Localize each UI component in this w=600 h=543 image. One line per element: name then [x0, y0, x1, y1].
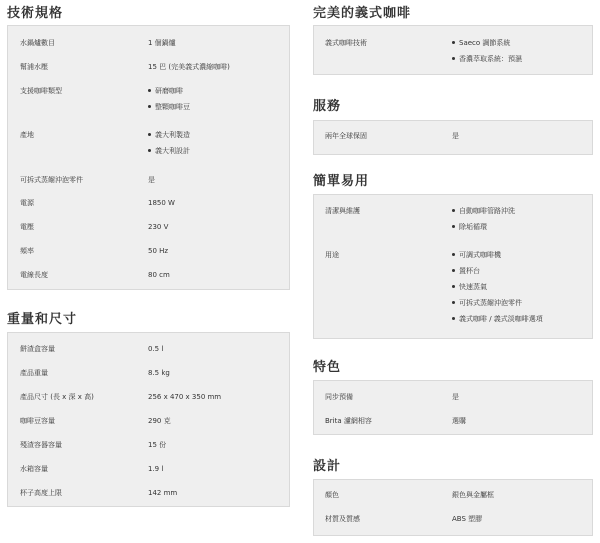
- spec-label: 電源: [20, 199, 34, 207]
- features-panel: [313, 380, 593, 435]
- spec-label: 咖啡豆容量: [20, 417, 55, 425]
- bullet-icon: [452, 225, 455, 228]
- spec-label: 水箱容量: [20, 465, 48, 473]
- spec-value: 230 V: [148, 223, 169, 231]
- spec-label: 餅渣盒容量: [20, 345, 55, 353]
- tech-specs-heading: 技術規格: [7, 6, 64, 21]
- spec-label: 清潔與維護: [325, 207, 360, 215]
- spec-label: 產品重量: [20, 369, 48, 377]
- spec-value: 8.5 kg: [148, 369, 170, 377]
- spec-value: 256 x 470 x 350 mm: [148, 393, 222, 401]
- spec-label: 頻率: [20, 247, 34, 255]
- spec-value: 0.5 l: [148, 345, 164, 353]
- spec-value: 15 巴 (完美義式濃縮咖啡): [148, 63, 230, 71]
- design-heading: 設計: [313, 459, 342, 474]
- bullet-icon: [148, 133, 151, 136]
- spec-label: 杯子高度上限: [20, 489, 62, 497]
- spec-list-item: 義式咖啡 / 義式淡咖啡選項: [452, 314, 543, 324]
- spec-value: 銀色與金屬框: [452, 491, 494, 499]
- features-heading: 特色: [313, 360, 342, 375]
- spec-label: 用途: [325, 251, 339, 259]
- spec-value: 142 mm: [148, 489, 178, 497]
- service-heading: 服務: [313, 99, 342, 114]
- weight-size-heading: 重量和尺寸: [7, 312, 78, 327]
- bullet-icon: [148, 89, 151, 92]
- design-panel: [313, 479, 593, 536]
- bullet-icon: [452, 253, 455, 256]
- spec-label: 水鍋爐數目: [20, 39, 55, 47]
- spec-label: 殘渣容器容量: [20, 441, 62, 449]
- spec-label: 材質及質感: [325, 515, 360, 523]
- spec-value: 1 個鍋爐: [148, 39, 176, 47]
- spec-list-item: 可調式咖啡機: [452, 250, 501, 260]
- bullet-icon: [452, 301, 455, 304]
- spec-value: 是: [148, 176, 155, 184]
- spec-label: 產地: [20, 131, 34, 139]
- spec-value: 290 克: [148, 417, 171, 425]
- spec-value: 是: [452, 132, 459, 140]
- spec-label: 兩年全球保固: [325, 132, 367, 140]
- spec-value: ABS 塑膠: [452, 515, 483, 523]
- spec-list-item: 可拆式蒸餾沖泡零件: [452, 298, 522, 308]
- spec-label: 幫浦水壓: [20, 63, 48, 71]
- spec-list-item: 整顆咖啡豆: [148, 102, 190, 112]
- spec-label: 義式咖啡技術: [325, 39, 367, 47]
- ease-of-use-heading: 簡單易用: [313, 174, 370, 189]
- spec-label: 產品尺寸 (長 x 深 x 高): [20, 393, 94, 401]
- spec-list-item: 置杯台: [452, 266, 480, 276]
- perfect-espresso-heading: 完美的義式咖啡: [313, 6, 412, 21]
- bullet-icon: [148, 105, 151, 108]
- spec-list-item: 自動咖啡管路沖洗: [452, 206, 515, 216]
- spec-list-item: 研磨咖啡: [148, 86, 183, 96]
- bullet-icon: [452, 209, 455, 212]
- spec-list-item: 義大利設計: [148, 146, 190, 156]
- spec-label: 電線長度: [20, 271, 48, 279]
- spec-list-item: Saeco 調節系統: [452, 38, 510, 48]
- spec-list-item: 義大利製造: [148, 130, 190, 140]
- spec-value: 15 份: [148, 441, 167, 449]
- bullet-icon: [452, 57, 455, 60]
- bullet-icon: [452, 269, 455, 272]
- spec-list-item: 快速蒸氣: [452, 282, 487, 292]
- spec-value: 1850 W: [148, 199, 175, 207]
- spec-label: 同步預備: [325, 393, 353, 401]
- spec-label: Brita 濾網相容: [325, 417, 372, 425]
- spec-list-item: 除垢循環: [452, 222, 487, 232]
- spec-label: 可拆式蒸餾沖泡零件: [20, 176, 83, 184]
- bullet-icon: [452, 317, 455, 320]
- spec-value: 80 cm: [148, 271, 170, 279]
- perfect-espresso-panel: [313, 25, 593, 75]
- spec-label: 支援咖啡類型: [20, 87, 62, 95]
- bullet-icon: [452, 285, 455, 288]
- spec-value: 50 Hz: [148, 247, 169, 255]
- spec-value: 選購: [452, 417, 466, 425]
- spec-value: 是: [452, 393, 459, 401]
- bullet-icon: [148, 149, 151, 152]
- spec-list-item: 香濃萃取系統：預濕: [452, 54, 522, 64]
- spec-label: 電壓: [20, 223, 34, 231]
- spec-value: 1.9 l: [148, 465, 164, 473]
- bullet-icon: [452, 41, 455, 44]
- spec-label: 顏色: [325, 491, 339, 499]
